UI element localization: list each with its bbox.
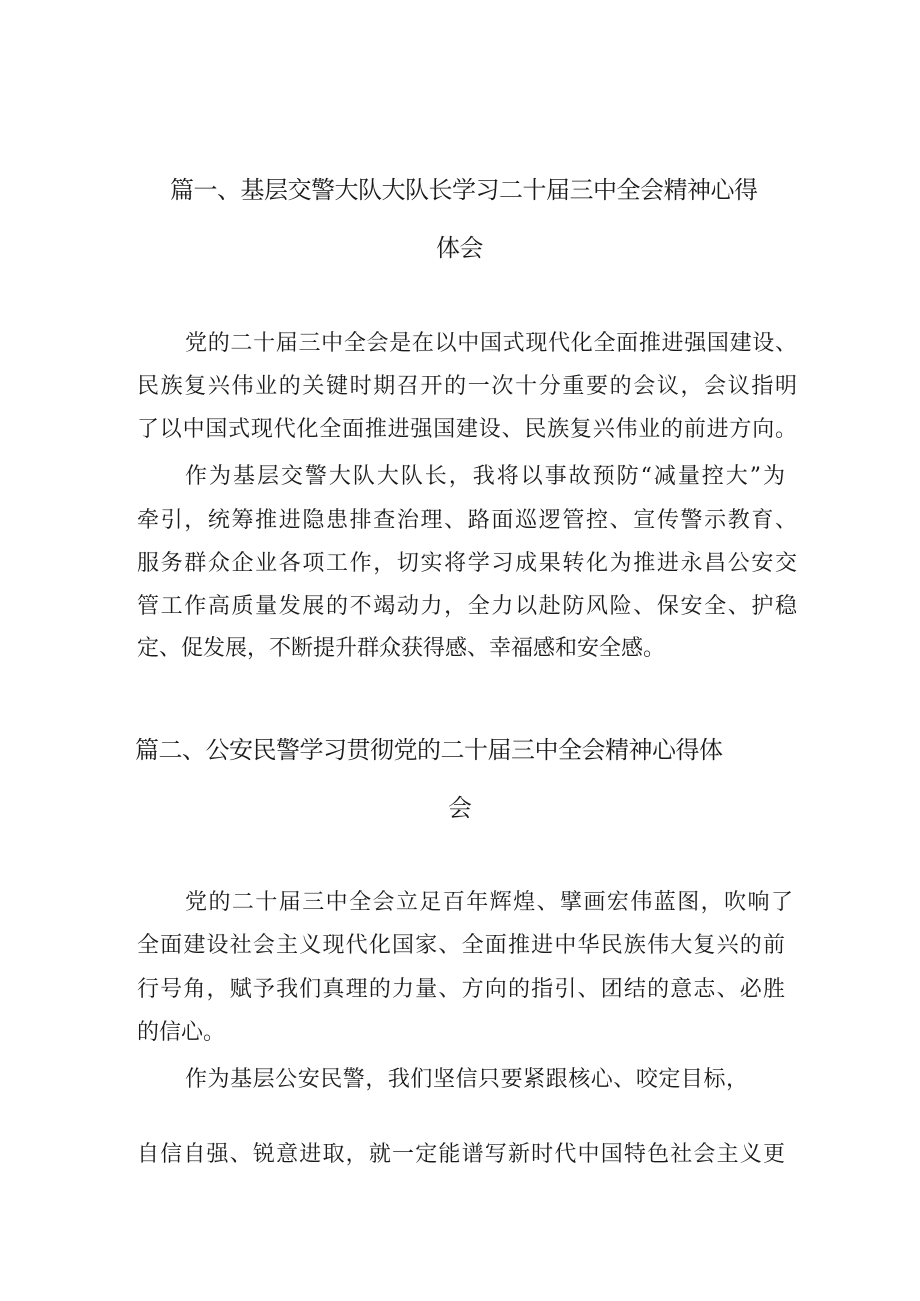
s1-p2-line5: 定、促发展，不断提升群众获得感、幸福感和安全感。 [137, 636, 666, 661]
s1-p2-line4: 管工作高质量发展的不竭动力，全力以赴防风险、保安全、护稳 [137, 594, 797, 619]
section1-title-line1: 篇一、基层交警大队大队长学习二十届三中全会精神心得 [170, 176, 758, 204]
s2-p1-line3: 行号角，赋予我们真理的力量、方向的指引、团结的意志、必胜 [137, 977, 785, 1002]
s1-p2-line3: 服务群众企业各项工作，切实将学习成果转化为推进永昌公安交 [137, 551, 797, 576]
s1-p1-line1: 党的二十届三中全会是在以中国式现代化全面推进强国建设、 [185, 331, 797, 356]
s2-p2-line2: 自信自强、锐意进取，就一定能谱写新时代中国特色社会主义更 [137, 1142, 785, 1167]
s1-p2-line1: 作为基层交警大队大队长，我将以事故预防“减量控大”为 [185, 464, 785, 489]
s1-p1-line3: 了以中国式现代化全面推进强国建设、民族复兴伟业的前进方向。 [137, 417, 797, 442]
s2-p1-line2: 全面建设社会主义现代化国家、全面推进中华民族伟大复兴的前 [137, 933, 785, 958]
s2-p1-line4: 的信心。 [137, 1020, 226, 1045]
s1-p2-line2: 牵引，统筹推进隐患排查治理、路面巡逻管控、宣传警示教育、 [137, 508, 797, 533]
s1-p1-line2: 民族复兴伟业的关键时期召开的一次十分重要的会议，会议指明 [137, 374, 797, 399]
section1-title-line2: 体会 [436, 234, 483, 262]
section2-title-line2: 会 [448, 794, 472, 822]
s2-p2-line1: 作为基层公安民警，我们坚信只要紧跟核心、咬定目标， [185, 1067, 748, 1092]
s2-p1-line1: 党的二十届三中全会立足百年辉煌、擘画宏伟蓝图，吹响了 [185, 890, 793, 915]
section2-title-line1: 篇二、公安民警学习贯彻党的二十届三中全会精神心得体 [135, 736, 723, 764]
